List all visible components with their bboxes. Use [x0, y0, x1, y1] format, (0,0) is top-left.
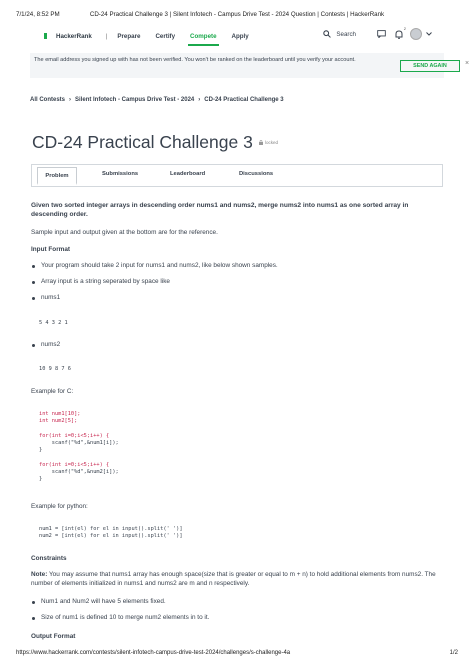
tab-discussions[interactable]: Discussions [239, 171, 274, 177]
code-text: } [39, 447, 43, 453]
input-format-heading: Input Format [31, 246, 71, 253]
search-icon [323, 30, 331, 38]
page-url: https://www.hackerrank.com/contests/silent-infotech-campus-drive-test-2024/challenges/s-challenge-4a [16, 650, 291, 656]
profile-dropdown[interactable] [426, 32, 432, 36]
print-date: 7/1/24, 8:52 PM [16, 11, 60, 18]
verification-message: The email address you signed up with has not been verified. You won't be ranked on the leaderboard until you verify your account. [34, 57, 356, 63]
note-text: You may assume that nums1 array has enough space(size that is greater or equal to m + n) to hold additional elements from nums2. The number of elements initialized in nums1 and nums2 are m and n respectively. [31, 571, 436, 587]
verification-banner [30, 53, 470, 78]
chat-icon [377, 30, 386, 38]
c-code-line [39, 476, 42, 483]
c-code-line [39, 462, 109, 469]
locked-status [259, 140, 278, 145]
page-number: 1/2 [449, 650, 458, 656]
bullet-icon [32, 601, 35, 604]
list-item [32, 262, 278, 269]
nav-apply[interactable]: Apply [231, 32, 249, 40]
code-text: scanf("%d",&num1[i]); [39, 440, 119, 446]
lock-icon [259, 140, 263, 145]
list-item [32, 294, 60, 301]
list-item-text: Num1 and Num2 will have 5 elements fixed. [41, 598, 166, 605]
nav-right-tools [323, 25, 432, 40]
nums1-sample: 5 4 3 2 1 [39, 320, 68, 326]
nav-compete[interactable]: Compete [190, 32, 217, 40]
tab-submissions[interactable]: Submissions [102, 171, 139, 177]
code-text: int num1[10]; [39, 411, 81, 417]
list-item [32, 341, 60, 348]
search-label: Search [336, 30, 356, 38]
bell-icon [395, 30, 403, 39]
code-text: } [39, 476, 43, 482]
c-code-line [39, 469, 119, 476]
breadcrumb-separator: › [198, 97, 201, 103]
bullet-icon [32, 281, 35, 284]
c-code-line [39, 411, 80, 418]
top-navbar [30, 26, 444, 46]
list-item-text: Array input is a string seperated by space like [41, 278, 170, 285]
list-item [32, 598, 166, 605]
constraints-heading: Constraints [31, 555, 67, 562]
code-text: for(int i=0;i<5;i++) { [39, 462, 110, 468]
close-icon[interactable]: × [465, 60, 470, 67]
code-text: num2 = [int(el) for el in input().split(' ')] [39, 533, 183, 539]
search-button[interactable] [323, 30, 356, 38]
c-code-line [39, 433, 109, 440]
sample-note: Sample input and output given at the bottom are for the reference. [31, 229, 218, 236]
example-c-label: Example for C: [31, 388, 74, 395]
bullet-icon [32, 344, 35, 347]
bullet-icon [32, 265, 35, 268]
code-text: num1 = [int(el) for el in input().split(' ')] [39, 526, 183, 532]
locked-label: locked [265, 140, 279, 145]
nav-certify[interactable]: Certify [155, 32, 176, 40]
bullet-icon [32, 297, 35, 300]
python-code-line [39, 533, 183, 540]
list-item-text: nums1 [41, 294, 61, 301]
code-text: int num2[5]; [39, 418, 78, 424]
c-code-line [39, 440, 119, 447]
code-text: scanf("%d",&num2[i]); [39, 469, 119, 475]
logo-text: HackerRank [56, 32, 92, 40]
page-title: CD-24 Practical Challenge 3 [32, 132, 253, 152]
c-code-line [39, 447, 42, 454]
note-label: Note: [31, 571, 48, 578]
example-python-label: Example for python: [31, 503, 88, 510]
list-item-text: nums2 [41, 341, 61, 348]
logo-mark-icon [44, 33, 47, 39]
nums2-sample: 10 9 8 7 6 [39, 366, 71, 372]
breadcrumb-separator: › [69, 97, 72, 103]
tab-problem[interactable]: Problem [37, 167, 77, 185]
hackerrank-logo[interactable] [44, 33, 92, 40]
constraints-note [31, 570, 443, 588]
notifications-button[interactable] [395, 25, 406, 39]
list-item-text: Size of num1 is defined 10 to merge num2 elements in to it. [41, 614, 210, 621]
chevron-down-icon [426, 32, 432, 36]
bullet-icon [32, 617, 35, 620]
breadcrumb [30, 97, 284, 103]
c-code-line [39, 418, 77, 425]
print-title: CD-24 Practical Challenge 3 | Silent Infotech - Campus Drive Test - 2024 Question | Contests | HackerRank [89, 11, 385, 18]
code-text: for(int i=0;i<5;i++) { [39, 433, 110, 439]
output-format-heading: Output Format [31, 633, 76, 640]
nav-separator: | [105, 32, 108, 40]
problem-intro: Given two sorted integer arrays in descending order nums1 and nums2, merge nums2 into nums1 as one sorted array in descending order. [31, 202, 409, 218]
user-avatar[interactable] [410, 28, 422, 40]
list-item [32, 278, 170, 285]
challenge-tabs [31, 164, 443, 187]
tab-leaderboard[interactable]: Leaderboard [170, 171, 206, 177]
breadcrumb-contest[interactable]: Silent Infotech - Campus Drive Test - 2024 [75, 97, 195, 103]
messages-button[interactable] [377, 30, 386, 38]
list-item [32, 614, 209, 621]
print-header [0, 11, 474, 21]
nav-prepare[interactable]: Prepare [117, 32, 141, 40]
breadcrumb-all-contests[interactable]: All Contests [30, 97, 66, 103]
python-code-line [39, 526, 183, 533]
list-item-text: Your program should take 2 input for nums1 and nums2, like below shown samples. [41, 262, 278, 269]
breadcrumb-challenge[interactable]: CD-24 Practical Challenge 3 [204, 97, 284, 103]
notification-count: 2 [403, 25, 406, 31]
send-again-button[interactable]: SEND AGAIN [400, 60, 460, 72]
